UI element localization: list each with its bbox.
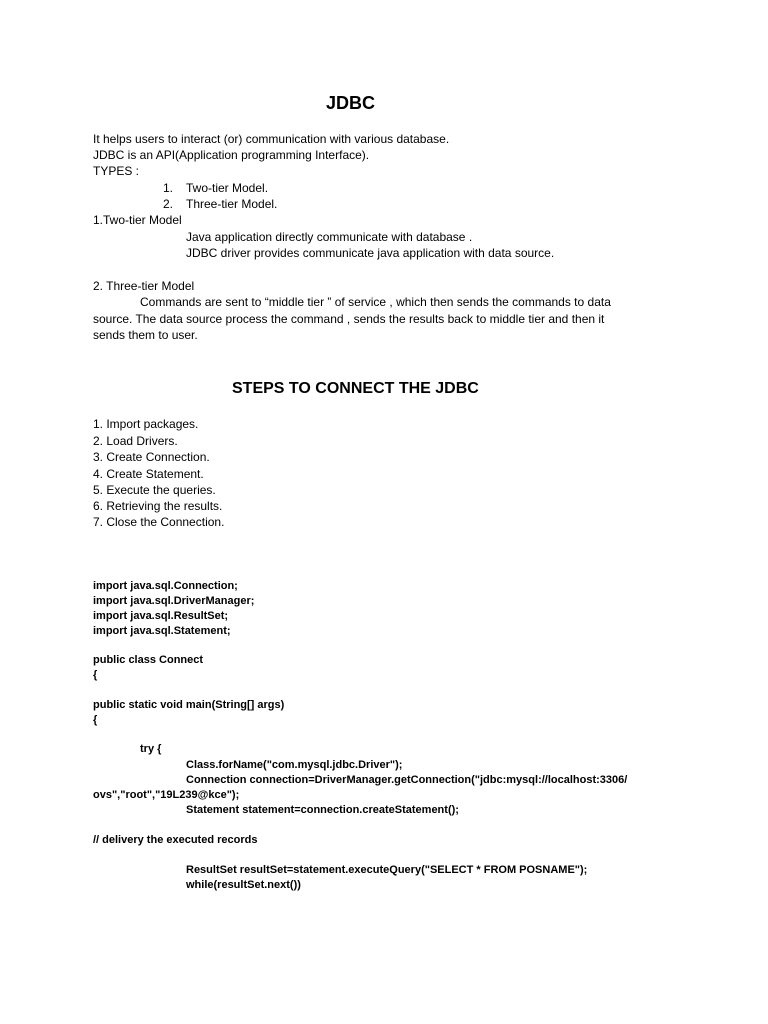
code-try: try { <box>140 743 162 755</box>
code-main-declaration: public static void main(String[] args) <box>93 699 285 711</box>
three-tier-heading: 2. Three-tier Model <box>93 279 195 293</box>
code-line-wrap: ovs","root","19L239@kce"); <box>93 789 240 801</box>
page-title: JDBC <box>326 93 376 113</box>
type-number: 1. <box>163 181 174 195</box>
code-line: ResultSet resultSet=statement.executeQuery("SELECT * FROM POSNAME"); <box>186 864 588 876</box>
step-item: 3. Create Connection. <box>93 450 210 464</box>
step-item: 4. Create Statement. <box>93 467 204 481</box>
three-tier-line: source. The data source process the command , sends the results back to middle tier and then it <box>93 312 605 326</box>
step-item: 7. Close the Connection. <box>93 515 225 529</box>
code-line: while(resultSet.next()) <box>186 879 301 891</box>
three-tier-line: sends them to user. <box>93 328 198 342</box>
type-number: 2. <box>163 197 174 211</box>
code-import: import java.sql.ResultSet; <box>93 610 229 622</box>
type-item: Two-tier Model. <box>186 181 269 195</box>
code-brace: { <box>93 714 98 726</box>
step-item: 1. Import packages. <box>93 417 199 431</box>
code-class-declaration: public class Connect <box>93 654 204 666</box>
code-comment: // delivery the executed records <box>93 834 258 846</box>
code-line: Class.forName("com.mysql.jdbc.Driver"); <box>186 759 403 771</box>
intro-line: JDBC is an API(Application programming Interface). <box>93 148 370 162</box>
two-tier-line: JDBC driver provides communicate java application with data source. <box>186 246 555 260</box>
step-item: 5. Execute the queries. <box>93 483 216 497</box>
two-tier-line: Java application directly communicate with database . <box>186 230 473 244</box>
code-import: import java.sql.Statement; <box>93 625 231 637</box>
step-item: 6. Retrieving the results. <box>93 499 223 513</box>
step-item: 2. Load Drivers. <box>93 434 178 448</box>
code-import: import java.sql.DriverManager; <box>93 595 255 607</box>
three-tier-line: Commands are sent to “middle tier ” of service , which then sends the commands to data <box>140 295 611 309</box>
code-line: Statement statement=connection.createStatement(); <box>186 804 459 816</box>
two-tier-heading: 1.Two-tier Model <box>93 213 182 227</box>
code-line: Connection connection=DriverManager.getConnection("jdbc:mysql://localhost:3306/ <box>186 774 628 786</box>
intro-line: It helps users to interact (or) communication with various database. <box>93 132 450 146</box>
code-brace: { <box>93 669 98 681</box>
type-item: Three-tier Model. <box>186 197 278 211</box>
steps-title: STEPS TO CONNECT THE JDBC <box>232 380 479 397</box>
code-import: import java.sql.Connection; <box>93 580 238 592</box>
intro-line: TYPES : <box>93 164 140 178</box>
